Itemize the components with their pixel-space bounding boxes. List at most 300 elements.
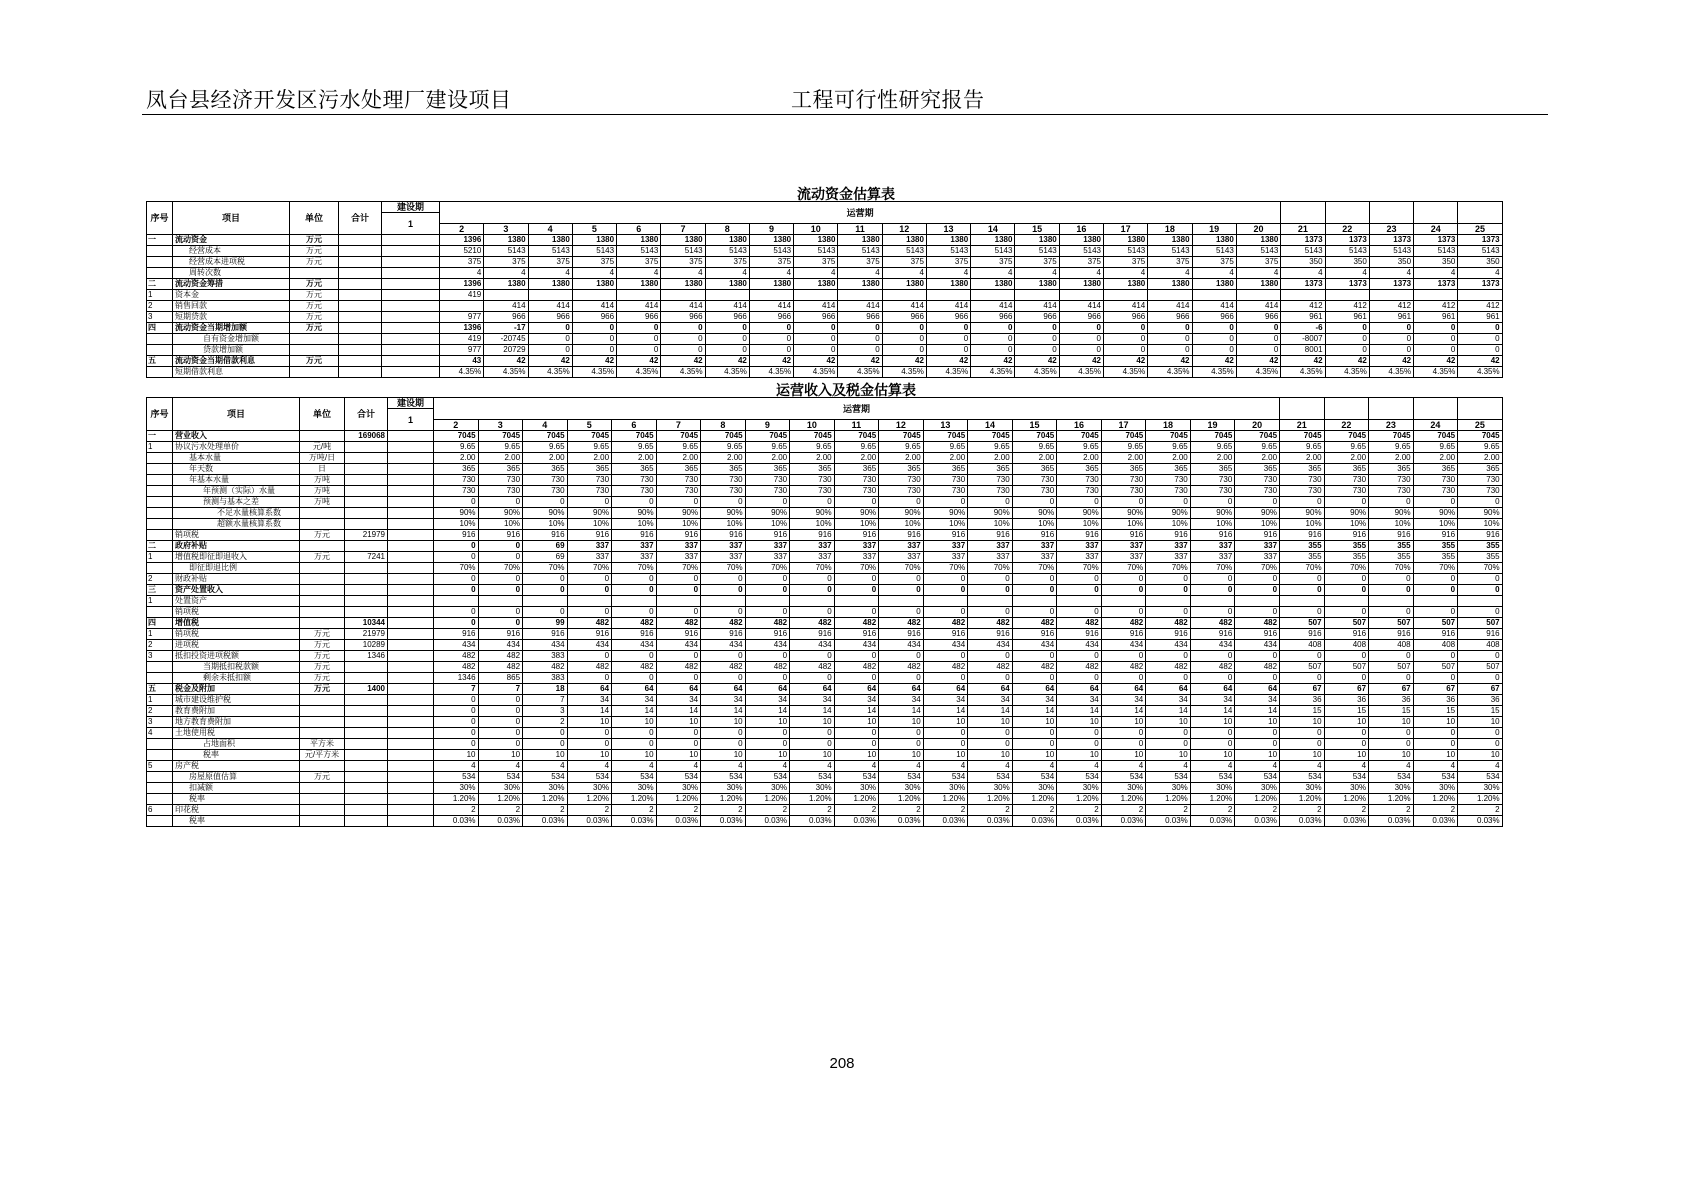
cell-year-12: 1.20% — [879, 794, 924, 805]
cell-year-14: 64 — [968, 684, 1013, 695]
cell-year-19: 966 — [1192, 312, 1236, 323]
row-unit — [290, 268, 339, 279]
cell-year-22: 0 — [1324, 728, 1369, 739]
table-row — [147, 464, 1547, 475]
cell-year-5: 0 — [567, 497, 612, 508]
cell-year-21: 0 — [1280, 673, 1325, 684]
cell-year-18: 4 — [1146, 761, 1191, 772]
cell-year-8: 0 — [705, 345, 749, 356]
cell-year-6: 0 — [612, 651, 657, 662]
table-row — [147, 717, 1547, 728]
cell-year-22: 916 — [1324, 629, 1369, 640]
cell-year-8: 1.20% — [701, 794, 746, 805]
row-unit — [300, 695, 345, 706]
cell-year-25: 961 — [1458, 312, 1502, 323]
cell-year-11: 1380 — [838, 279, 882, 290]
header-total: 合计 — [339, 202, 382, 235]
cell-year-2: 4.35% — [440, 367, 484, 378]
cell-year-14: 365 — [968, 464, 1013, 475]
cell-year-16: 10 — [1057, 750, 1102, 761]
cell-year-24: 534 — [1413, 772, 1458, 783]
cell-year-25: 9.65 — [1458, 442, 1503, 453]
cell-year-12: 70% — [879, 563, 924, 574]
cell-year-9: 64 — [745, 684, 790, 695]
cell-year-7: 34 — [656, 695, 701, 706]
cell-year-11: 4 — [834, 761, 879, 772]
cell-year-20 — [1236, 290, 1281, 301]
cell-year-19: 9.65 — [1190, 442, 1235, 453]
cell-year-25: 0 — [1458, 345, 1502, 356]
cell-year-12: 0.03% — [879, 816, 924, 827]
row-unit — [300, 761, 345, 772]
cell-year-15: 0 — [1012, 607, 1057, 618]
table-row — [147, 246, 1547, 257]
row-item-name: 销项税 — [173, 629, 300, 640]
cell-year-6: 1380 — [617, 235, 661, 246]
cell-year-7: 4 — [656, 761, 701, 772]
row-unit — [300, 431, 345, 442]
cell-year-4: 5143 — [528, 246, 572, 257]
row-unit: 万元 — [290, 356, 339, 367]
cell-year-17: 0 — [1101, 739, 1146, 750]
cell-year-24: 730 — [1413, 486, 1458, 497]
cell-year-25: 10 — [1458, 717, 1503, 728]
row-item-name: 政府补贴 — [173, 541, 300, 552]
cell-year-25: 2.00 — [1458, 453, 1503, 464]
cell-year-23: 4 — [1369, 268, 1413, 279]
cell-year-21: 0 — [1280, 585, 1325, 596]
cell-year-19: 337 — [1190, 552, 1235, 563]
cell-year-7: 0 — [661, 334, 705, 345]
row-unit: 万吨/日 — [300, 453, 345, 464]
cell-year-6: 64 — [612, 684, 657, 695]
cell-year-7: 10 — [656, 717, 701, 728]
cell-year-15 — [1012, 596, 1057, 607]
cell-year-21: 7045 — [1280, 431, 1325, 442]
cell-year-22: 1373 — [1325, 235, 1369, 246]
table-row — [147, 695, 1547, 706]
cell-year-6: 0 — [612, 497, 657, 508]
cell-year-10: 916 — [790, 530, 835, 541]
cell-year-20: 414 — [1236, 301, 1281, 312]
cell-year-22: 412 — [1325, 301, 1369, 312]
cell-year-8: 0 — [705, 334, 749, 345]
row-item-name: 资本金 — [173, 290, 290, 301]
cell-year-17: 34 — [1101, 695, 1146, 706]
cell-year-14: 482 — [968, 618, 1013, 629]
row-unit: 万元 — [300, 673, 345, 684]
cell-year-10: 0 — [790, 585, 835, 596]
cell-year-8: 4 — [701, 761, 746, 772]
cell-year-13 — [923, 596, 968, 607]
cell-year-13: 0.03% — [923, 816, 968, 827]
row-item-name: 经营成本 — [173, 246, 290, 257]
cell-year-23: 5143 — [1369, 246, 1413, 257]
cell-year-14: 1380 — [971, 279, 1015, 290]
cell-year-13: 4 — [923, 761, 968, 772]
cell-year-12: 64 — [879, 684, 924, 695]
year-8: 8 — [701, 420, 746, 431]
row-total — [345, 695, 388, 706]
cell-year-7: 966 — [661, 312, 705, 323]
row-unit: 万元 — [300, 640, 345, 651]
cell-year-3: 70% — [478, 563, 523, 574]
cell-year-25: 70% — [1458, 563, 1503, 574]
cell-year-15: 434 — [1012, 640, 1057, 651]
cell-year-3: 0 — [478, 739, 523, 750]
cell-year-15: 0 — [1015, 334, 1059, 345]
cell-year-1 — [388, 651, 434, 662]
cell-year-5: 14 — [567, 706, 612, 717]
row-total — [339, 345, 382, 356]
row-total — [345, 772, 388, 783]
cell-year-11 — [838, 290, 882, 301]
cell-year-2: 365 — [434, 464, 479, 475]
cell-year-3: 365 — [478, 464, 523, 475]
row-unit: 万元 — [300, 530, 345, 541]
cell-year-21: 10 — [1280, 717, 1325, 728]
year-20: 20 — [1235, 420, 1280, 431]
cell-year-19: 337 — [1190, 541, 1235, 552]
cell-year-1 — [388, 442, 434, 453]
row-total — [339, 290, 382, 301]
cell-year-23: 0.03% — [1369, 816, 1414, 827]
cell-year-14: 730 — [968, 475, 1013, 486]
cell-year-17: 1380 — [1103, 235, 1147, 246]
row-unit: 万元 — [290, 235, 339, 246]
cell-year-7: 365 — [656, 464, 701, 475]
cell-year-1 — [382, 312, 440, 323]
row-total — [339, 235, 382, 246]
cell-year-3: 90% — [478, 508, 523, 519]
table-row — [147, 312, 1547, 323]
cell-year-16: 4 — [1057, 761, 1102, 772]
cell-year-16: 0 — [1057, 739, 1102, 750]
table-row — [147, 816, 1547, 827]
cell-year-24: 355 — [1413, 552, 1458, 563]
cell-year-21 — [1281, 290, 1325, 301]
cell-year-5: 1.20% — [567, 794, 612, 805]
header-item: 项目 — [173, 202, 290, 235]
table-row — [147, 367, 1547, 378]
year-12: 12 — [879, 420, 924, 431]
cell-year-20: 534 — [1235, 772, 1280, 783]
cell-year-18: 2 — [1146, 805, 1191, 816]
cell-year-4 — [523, 596, 568, 607]
cell-year-12: 5143 — [882, 246, 926, 257]
cell-year-2 — [434, 596, 479, 607]
cell-year-5 — [567, 596, 612, 607]
cell-year-5: 0 — [572, 323, 616, 334]
cell-year-1 — [388, 541, 434, 552]
row-total — [345, 761, 388, 772]
row-seq: 2 — [147, 640, 173, 651]
cell-year-23: 0 — [1369, 323, 1413, 334]
cell-year-17: 0 — [1101, 585, 1146, 596]
year-20: 20 — [1236, 224, 1281, 235]
year-15: 15 — [1012, 420, 1057, 431]
cell-year-21: 36 — [1280, 695, 1325, 706]
row-item-name: 自有资金增加额 — [173, 334, 290, 345]
cell-year-24: 15 — [1413, 706, 1458, 717]
cell-year-1 — [388, 596, 434, 607]
cell-year-22: 916 — [1324, 530, 1369, 541]
cell-year-14: 0 — [971, 334, 1015, 345]
cell-year-23: 70% — [1369, 563, 1414, 574]
cell-year-8: 4.35% — [705, 367, 749, 378]
cell-year-23: 730 — [1369, 486, 1414, 497]
cell-year-7: 42 — [661, 356, 705, 367]
cell-year-10: 7045 — [790, 431, 835, 442]
cell-year-13: 0 — [923, 585, 968, 596]
year-11: 11 — [838, 224, 882, 235]
header-operate-period: 运营期 — [440, 202, 1281, 224]
cell-year-6: 0 — [617, 345, 661, 356]
row-total — [345, 783, 388, 794]
table-row — [147, 739, 1547, 750]
cell-year-17: 10 — [1101, 750, 1146, 761]
cell-year-3: 10% — [478, 519, 523, 530]
cell-year-22: 0 — [1324, 585, 1369, 596]
year-4: 4 — [528, 224, 572, 235]
cell-year-12 — [882, 290, 926, 301]
cell-year-23: 0 — [1369, 739, 1414, 750]
cell-year-5: 10 — [567, 750, 612, 761]
cell-year-2: 0 — [434, 618, 479, 629]
year-23: 23 — [1369, 420, 1414, 431]
cell-year-2: 375 — [440, 257, 484, 268]
cell-year-4: 3 — [523, 706, 568, 717]
row-total — [345, 585, 388, 596]
cell-year-8: 482 — [701, 662, 746, 673]
cell-year-11: 1.20% — [834, 794, 879, 805]
cell-year-18: 365 — [1146, 464, 1191, 475]
cell-year-25: 1373 — [1458, 279, 1502, 290]
cell-year-19: 0 — [1190, 739, 1235, 750]
cell-year-12: 4.35% — [882, 367, 926, 378]
cell-year-17: 1.20% — [1101, 794, 1146, 805]
cell-year-12: 0 — [879, 574, 924, 585]
cell-year-18: 70% — [1146, 563, 1191, 574]
cell-year-8: 2.00 — [701, 453, 746, 464]
cell-year-9: 337 — [745, 552, 790, 563]
cell-year-22: 36 — [1324, 695, 1369, 706]
cell-year-13: 5143 — [926, 246, 970, 257]
cell-year-20: 4 — [1235, 761, 1280, 772]
cell-year-14: 1.20% — [968, 794, 1013, 805]
cell-year-18: 337 — [1146, 541, 1191, 552]
year-19: 19 — [1192, 224, 1236, 235]
cell-year-18: 730 — [1146, 486, 1191, 497]
cell-year-12: 0 — [882, 345, 926, 356]
cell-year-22: 4 — [1325, 268, 1369, 279]
cell-year-13: 0 — [923, 739, 968, 750]
cell-year-25: 36 — [1458, 695, 1503, 706]
cell-year-2: 0.03% — [434, 816, 479, 827]
cell-year-2: 4 — [434, 761, 479, 772]
cell-year-6: 0 — [612, 607, 657, 618]
cell-year-24: 0 — [1413, 497, 1458, 508]
row-item-name: 预测与基本之差 — [173, 497, 300, 508]
cell-year-1 — [388, 431, 434, 442]
cell-year-13: 10% — [923, 519, 968, 530]
cell-year-17: 365 — [1101, 464, 1146, 475]
table-row — [147, 323, 1547, 334]
cell-year-8: 730 — [701, 475, 746, 486]
cell-year-20: 434 — [1235, 640, 1280, 651]
cell-year-22: 355 — [1324, 552, 1369, 563]
cell-year-15: 10 — [1012, 717, 1057, 728]
cell-year-17: 916 — [1101, 629, 1146, 640]
row-unit — [300, 805, 345, 816]
cell-year-24 — [1414, 290, 1458, 301]
year-25: 25 — [1458, 224, 1502, 235]
cell-year-23: 0 — [1369, 607, 1414, 618]
cell-year-19: 375 — [1192, 257, 1236, 268]
cell-year-10: 10% — [790, 519, 835, 530]
cell-year-1 — [388, 552, 434, 563]
cell-year-8: 434 — [701, 640, 746, 651]
table-row — [147, 772, 1547, 783]
cell-year-13: 916 — [923, 629, 968, 640]
cell-year-15: 4 — [1012, 761, 1057, 772]
cell-year-9: 9.65 — [745, 442, 790, 453]
cell-year-25: 730 — [1458, 475, 1503, 486]
year-1: 1 — [382, 213, 440, 235]
cell-year-15: 0 — [1012, 728, 1057, 739]
cell-year-9: 966 — [749, 312, 793, 323]
cell-year-24: 0 — [1414, 323, 1458, 334]
cell-year-22: 15 — [1324, 706, 1369, 717]
cell-year-21: 30% — [1280, 783, 1325, 794]
cell-year-7: 2.00 — [656, 453, 701, 464]
cell-year-24: 1373 — [1414, 235, 1458, 246]
cell-year-17 — [1103, 290, 1147, 301]
table-row — [147, 607, 1547, 618]
cell-year-1 — [388, 739, 434, 750]
cell-year-22: 534 — [1324, 772, 1369, 783]
cell-year-19: 0 — [1190, 728, 1235, 739]
cell-year-18: 0 — [1146, 574, 1191, 585]
cell-year-8: 64 — [701, 684, 746, 695]
cell-year-25: 2 — [1458, 805, 1503, 816]
row-item-name: 短期贷款 — [173, 312, 290, 323]
row-seq — [147, 739, 173, 750]
cell-year-2: 9.65 — [434, 442, 479, 453]
row-unit — [300, 563, 345, 574]
cell-year-19: 0 — [1190, 673, 1235, 684]
row-item-name: 当期抵扣税款额 — [173, 662, 300, 673]
cell-year-2: 0 — [434, 585, 479, 596]
row-total — [345, 662, 388, 673]
cell-year-1 — [388, 453, 434, 464]
cell-year-19: 534 — [1190, 772, 1235, 783]
revenue-tax-table — [146, 397, 1547, 827]
cell-year-23: 355 — [1369, 541, 1414, 552]
cell-year-19: 34 — [1190, 695, 1235, 706]
cell-year-3: 2 — [478, 805, 523, 816]
cell-year-6: 966 — [617, 312, 661, 323]
cell-year-4: 916 — [523, 530, 568, 541]
cell-year-2: 1.20% — [434, 794, 479, 805]
row-seq — [147, 453, 173, 464]
header-row — [147, 398, 1547, 409]
cell-year-10: 0.03% — [790, 816, 835, 827]
cell-year-6: 1380 — [617, 279, 661, 290]
header-build-period: 建设期 — [382, 202, 440, 213]
cell-year-9: 34 — [745, 695, 790, 706]
cell-year-25: 507 — [1458, 618, 1503, 629]
cell-year-22: 30% — [1324, 783, 1369, 794]
cell-year-1 — [388, 783, 434, 794]
row-item-name: 税率 — [173, 750, 300, 761]
cell-year-8: 1380 — [705, 235, 749, 246]
cell-year-1 — [382, 323, 440, 334]
cell-year-16: 534 — [1057, 772, 1102, 783]
cell-year-25: 1.20% — [1458, 794, 1503, 805]
cell-year-15: 482 — [1012, 618, 1057, 629]
row-unit — [300, 574, 345, 585]
cell-year-12: 10 — [879, 750, 924, 761]
cell-year-7: 5143 — [661, 246, 705, 257]
cell-year-10: 0 — [790, 497, 835, 508]
cell-year-5: 730 — [567, 486, 612, 497]
cell-year-19: 0 — [1190, 651, 1235, 662]
cell-year-21: 10 — [1280, 750, 1325, 761]
cell-year-11: 365 — [834, 464, 879, 475]
cell-year-11: 0 — [834, 673, 879, 684]
cell-year-24: 1373 — [1414, 279, 1458, 290]
table-row — [147, 618, 1547, 629]
cell-year-11: 34 — [834, 695, 879, 706]
year-13: 13 — [923, 420, 968, 431]
row-seq: 3 — [147, 717, 173, 728]
row-unit: 万元 — [290, 290, 339, 301]
cell-year-10: 0 — [790, 673, 835, 684]
row-item-name: 销售回款 — [173, 301, 290, 312]
cell-year-22: 0 — [1324, 651, 1369, 662]
cell-year-9: 2.00 — [745, 453, 790, 464]
year-14: 14 — [971, 224, 1015, 235]
cell-year-9: 5143 — [749, 246, 793, 257]
cell-year-21: 4.35% — [1281, 367, 1325, 378]
year-18: 18 — [1148, 224, 1192, 235]
row-seq — [147, 475, 173, 486]
cell-year-22 — [1324, 596, 1369, 607]
cell-year-23: 350 — [1369, 257, 1413, 268]
cell-year-7: 9.65 — [656, 442, 701, 453]
cell-year-18: 0 — [1146, 739, 1191, 750]
year-4: 4 — [523, 420, 568, 431]
cell-year-22: 365 — [1324, 464, 1369, 475]
cell-year-1 — [388, 519, 434, 530]
row-seq — [147, 662, 173, 673]
cell-year-11: 5143 — [838, 246, 882, 257]
row-seq: 三 — [147, 585, 173, 596]
table-row — [147, 684, 1547, 695]
row-total — [345, 728, 388, 739]
cell-year-14: 0 — [968, 585, 1013, 596]
cell-year-8: 10 — [701, 750, 746, 761]
cell-year-16: 916 — [1057, 629, 1102, 640]
cell-year-24: 0 — [1413, 574, 1458, 585]
cell-year-22: 1373 — [1325, 279, 1369, 290]
cell-year-18 — [1146, 596, 1191, 607]
cell-year-5 — [572, 290, 616, 301]
cell-year-22: 90% — [1324, 508, 1369, 519]
cell-year-6: 365 — [612, 464, 657, 475]
cell-year-17: 0 — [1103, 323, 1147, 334]
